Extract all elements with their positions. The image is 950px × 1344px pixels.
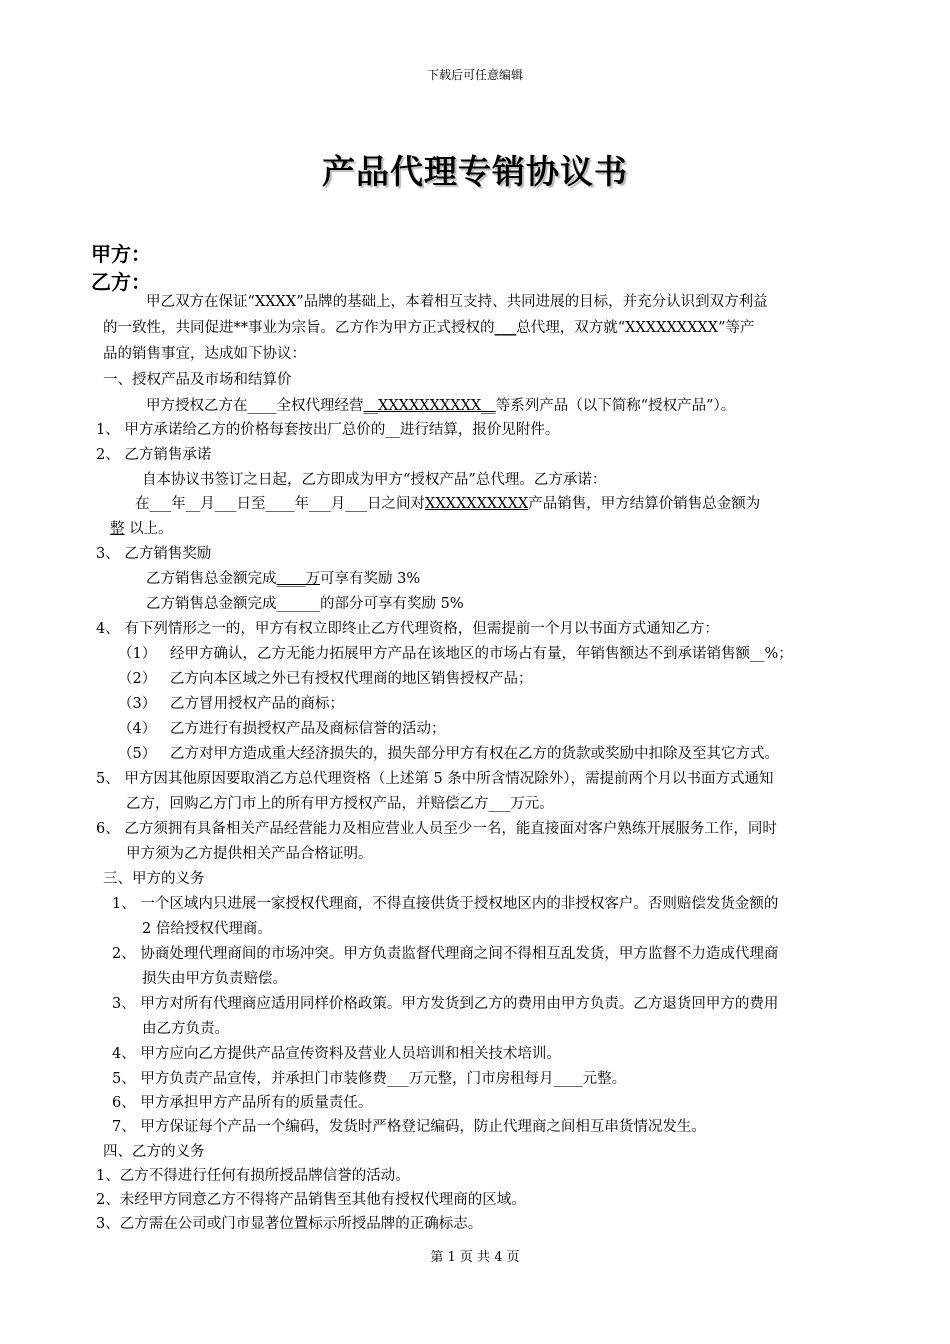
- intro-line: 甲乙双方在保证“XXXX”品牌的基础上，本着相互支持、共同进展的目标，并充分认识到双方利益: [146, 294, 768, 310]
- obligation-item: 5、 甲方负责产品宣传，并承担门市装修费___万元整，门市房租每月____元整。: [112, 1071, 627, 1087]
- clause-4: 4、 有下列情形之一的，甲方有权立即终止乙方代理资格，但需提前一个月以书面方式通知乙方：: [96, 621, 719, 637]
- clause-2: 2、 乙方销售承诺: [96, 447, 212, 463]
- obligation-item-cont: 2 倍给授权代理商。: [142, 921, 272, 937]
- clause-5: 5、 甲方因其他原因要取消乙方总代理资格（上述第 5 条中所含情况除外），需提前两个月以书面方式通知: [96, 771, 774, 787]
- clause-3: 3、 乙方销售奖励: [96, 546, 212, 562]
- page-footer: 第 1 页 共 4 页: [430, 1250, 520, 1265]
- section-heading: 三、甲方的义务: [103, 871, 205, 887]
- clause-1: 1、 甲方承诺给乙方的价格每套按出厂总价的__进行结算，报价见附件。: [96, 422, 560, 438]
- page-header-note: 下载后可任意编辑: [426, 68, 523, 82]
- commitment-line: 整 以上。: [110, 521, 173, 537]
- obligation-item: 6、 甲方承担甲方产品所有的质量责任。: [112, 1095, 373, 1111]
- section-heading: 四、乙方的义务: [103, 1144, 205, 1160]
- section-heading: 一、授权产品及市场和结算价: [103, 372, 292, 388]
- obligation-item-cont: 由乙方负责。: [142, 1021, 229, 1037]
- commitment-line: 自本协议书签订之日起，乙方即成为甲方“授权产品”总代理。乙方承诺：: [142, 472, 607, 488]
- obligation-item: 1、乙方不得进行任何有损所授品牌信誉的活动。: [96, 1168, 410, 1184]
- clause-5-cont: 乙方，回购乙方门市上的所有甲方授权产品，并赔偿乙方___万元。: [126, 796, 554, 812]
- document-title: 产品代理专销协议书: [322, 152, 628, 191]
- obligation-item-cont: 损失由甲方负责赔偿。: [142, 971, 287, 987]
- case-item: （3） 乙方冒用授权产品的商标；: [118, 696, 344, 712]
- case-item: （1） 经甲方确认，乙方无能力拓展甲方产品在该地区的市场占有量，年销售额达不到承诺销售额__%；: [118, 646, 793, 662]
- authorization-line: 甲方授权乙方在____全权代理经营__XXXXXXXXXX__等系列产品（以下简称“授权产品”）。: [146, 398, 736, 414]
- case-item: （2） 乙方向本区域之外已有授权代理商的地区销售授权产品；: [118, 671, 533, 687]
- obligation-item: 1、 一个区域内只进展一家授权代理商，不得直接供货于授权地区内的非授权客户。否则赔偿发货金额的: [112, 896, 779, 912]
- reward-line: 乙方销售总金额完成____万可享有奖励 3%: [146, 571, 421, 587]
- case-item: （5） 乙方对甲方造成重大经济损失的，损失部分甲方有权在乙方的货款或奖励中扣除及至其它方式。: [118, 746, 779, 762]
- clause-6-cont: 甲方须为乙方提供相关产品合格证明。: [126, 846, 373, 862]
- party-b-label: 乙方：: [91, 270, 151, 294]
- commitment-line: 在___年__月___日至____年___月___日之间对XXXXXXXXXX产品销售，甲方结算价销售总金额为: [135, 496, 761, 512]
- case-item: （4） 乙方进行有损授权产品及商标信誉的活动；: [118, 721, 446, 737]
- obligation-item: 2、未经甲方同意乙方不得将产品销售至其他有授权代理商的区域。: [96, 1192, 526, 1208]
- party-a-label: 甲方：: [91, 242, 151, 266]
- obligation-item: 3、 甲方对所有代理商应适用同样价格政策。甲方发货到乙方的费用由甲方负责。乙方退货回甲方的费用: [112, 996, 779, 1012]
- obligation-item: 3、乙方需在公司或门市显著位置标示所授品牌的正确标志。: [96, 1216, 483, 1232]
- clause-6: 6、 乙方须拥有具备相关产品经营能力及相应营业人员至少一名，能直接面对客户熟练开展服务工作，同时: [96, 821, 777, 837]
- obligation-item: 4、 甲方应向乙方提供产品宣传资料及营业人员培训和相关技术培训。: [112, 1046, 561, 1062]
- reward-line: 乙方销售总金额完成______的部分可享有奖励 5%: [146, 596, 464, 612]
- obligation-item: 2、 协商处理代理商间的市场冲突。甲方负责监督代理商之间不得相互乱发货，甲方监督不力造成代理商: [112, 946, 779, 962]
- obligation-item: 7、 甲方保证每个产品一个编码，发货时严格登记编码，防止代理商之间相互串货情况发生。: [112, 1119, 706, 1135]
- intro-line: 品的销售事宜，达成如下协议：: [103, 346, 306, 362]
- intro-line: 的一致性，共同促进**事业为宗旨。乙方作为甲方正式授权的___总代理，双方就“XXXXXXXXX”等产: [103, 319, 755, 336]
